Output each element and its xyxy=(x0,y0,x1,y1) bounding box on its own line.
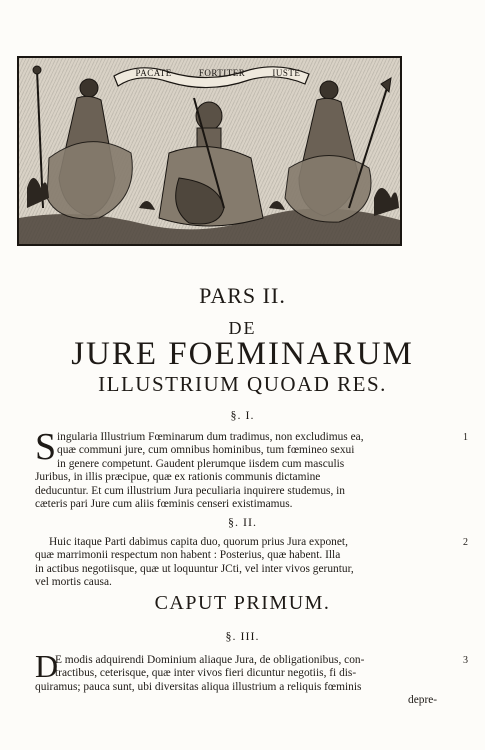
text-line: E modis adquirendi Dominium aliaque Jura, de obligationibus, con- xyxy=(55,654,365,666)
margin-number: 2 xyxy=(463,537,468,548)
woodcut-figures-image xyxy=(19,58,400,244)
catchword: depre- xyxy=(408,694,438,706)
text-line: cæteris pari Jure cum aliis fœminis censeri existimamus. xyxy=(35,497,293,510)
section-label: §. I. xyxy=(230,408,255,422)
woodcut-illustration xyxy=(17,56,402,246)
title-line-1: JURE FOEMINARUM xyxy=(71,336,414,372)
paragraph xyxy=(35,654,460,694)
paragraph xyxy=(35,536,460,590)
text-line: deducuntur. Et cum illustrium Jura peculiaria inquirere studemus, in xyxy=(35,484,346,497)
part-heading: PARS II. xyxy=(199,283,286,308)
text-line: ingularia Illustrium Fœminarum dum tradimus, non excludimus ea, xyxy=(57,431,364,443)
text-line: quæ communi jure, cum omnibus hominibus, tum fœmineo sexui xyxy=(57,444,355,457)
text-line: in genere competunt. Gaudent plerumque iisdem cum masculis xyxy=(57,457,345,470)
section-label: §. III. xyxy=(225,629,260,643)
banner-word: IUSTE xyxy=(272,68,301,78)
text-line: quiramus; pauca sunt, ubi diversitas aliqua illustrium a reliquis fœminis xyxy=(35,680,362,693)
text-line: in actibus negotiisque, quæ ut loquuntur JCti, vel inter vivos geruntur, xyxy=(35,562,354,575)
de-heading: DE xyxy=(228,318,257,338)
woodcut-banner xyxy=(122,62,314,84)
text-line: quæ marrimonii respectum non habent : Posterius, quæ habent. Illa xyxy=(35,549,341,562)
text-line: tractibus, ceterisque, quæ inter vivos fieri dicuntur negotiis, fi dis- xyxy=(55,667,357,680)
text-line: vel mortis causa. xyxy=(35,576,112,589)
margin-number: 1 xyxy=(463,432,468,443)
paragraph xyxy=(35,431,460,511)
chapter-title: CAPUT PRIMUM. xyxy=(154,592,331,614)
section-label: §. II. xyxy=(228,515,257,529)
text-line: Juribus, in illis præcipue, quæ ex rationis communis dictamine xyxy=(35,471,321,484)
banner-word: PACATE xyxy=(135,68,172,78)
title-line-2: ILLUSTRIUM QUOAD RES. xyxy=(98,372,387,396)
banner-word: FORTITER xyxy=(198,68,246,78)
text-line: Huic itaque Parti dabimus capita duo, quorum prius Jura exponet, xyxy=(49,536,348,548)
margin-number: 3 xyxy=(463,655,468,666)
drop-cap: D xyxy=(35,648,59,684)
drop-cap: S xyxy=(35,426,57,468)
